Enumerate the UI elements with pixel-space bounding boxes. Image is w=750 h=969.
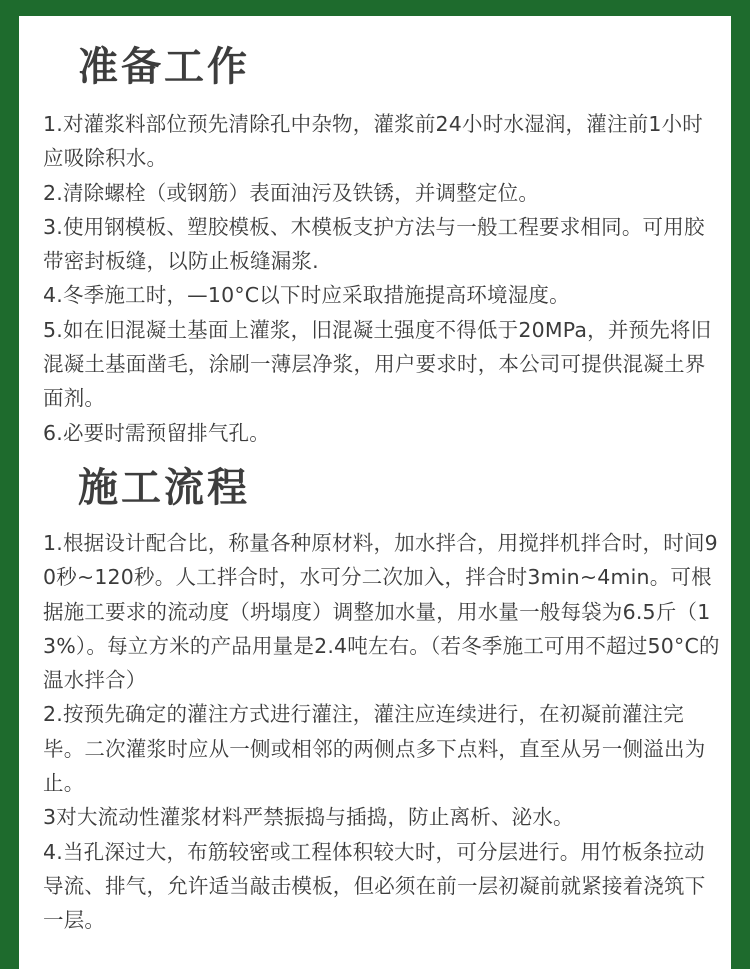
preparation-item: 4.冬季施工时，—10°C以下时应采取措施提高环境湿度。 bbox=[43, 283, 570, 308]
preparation-item: 1.对灌浆料部位预先清除孔中杂物，灌浆前24小时水湿润，灌注前1小时应吸除积水。 bbox=[43, 112, 703, 171]
process-item: 2.按预先确定的灌注方式进行灌注，灌注应连续进行，在初凝前灌注完毕。二次灌浆时应从一侧或相邻的两侧点多下点料，直至从另一侧溢出为止。 bbox=[43, 702, 706, 796]
preparation-list bbox=[43, 107, 723, 450]
preparation-item: 2.清除螺栓（或钢筋）表面油污及铁锈，并调整定位。 bbox=[43, 180, 540, 205]
process-list bbox=[43, 526, 723, 938]
preparation-item: 5.如在旧混凝土基面上灌浆，旧混凝土强度不得低于20MPa，并预先将旧混凝土基面凿毛，涂刷一薄层净浆，用户要求时，本公司可提供混凝土界面剂。 bbox=[43, 317, 712, 411]
preparation-item: 6.必要时需预留排气孔。 bbox=[43, 420, 270, 445]
preparation-item: 3.使用钢模板、塑胶模板、木模板支护方法与一般工程要求相同。可用胶带密封板缝，以防止板缝漏浆. bbox=[43, 214, 705, 274]
section-title-preparation: 准备工作 bbox=[78, 44, 250, 90]
section-title-process: 施工流程 bbox=[78, 465, 250, 511]
process-item: 3对大流动性灌浆材料严禁振捣与插捣，防止离析、泌水。 bbox=[43, 805, 574, 830]
process-item: 4.当孔深过大，布筋较密或工程体积较大时，可分层进行。用竹板条拉动导流、排气，允许适当敲击模板，但必须在前一层初凝前就紧接着浇筑下一层。 bbox=[43, 839, 706, 933]
process-item: 1.根据设计配合比，称量各种原材料，加水拌合，用搅拌机拌合时，时间90秒~120秒。人工拌合时，水可分二次加入，拌合时3min~4min。可根据施工要求的流动度（坍塌度）调整加水量，用水量一般每袋为6.5斤（13%）。每立方米的产品用量是2.4吨左右。（若冬季施工可用不超过50°C的温水拌合） bbox=[43, 531, 720, 693]
